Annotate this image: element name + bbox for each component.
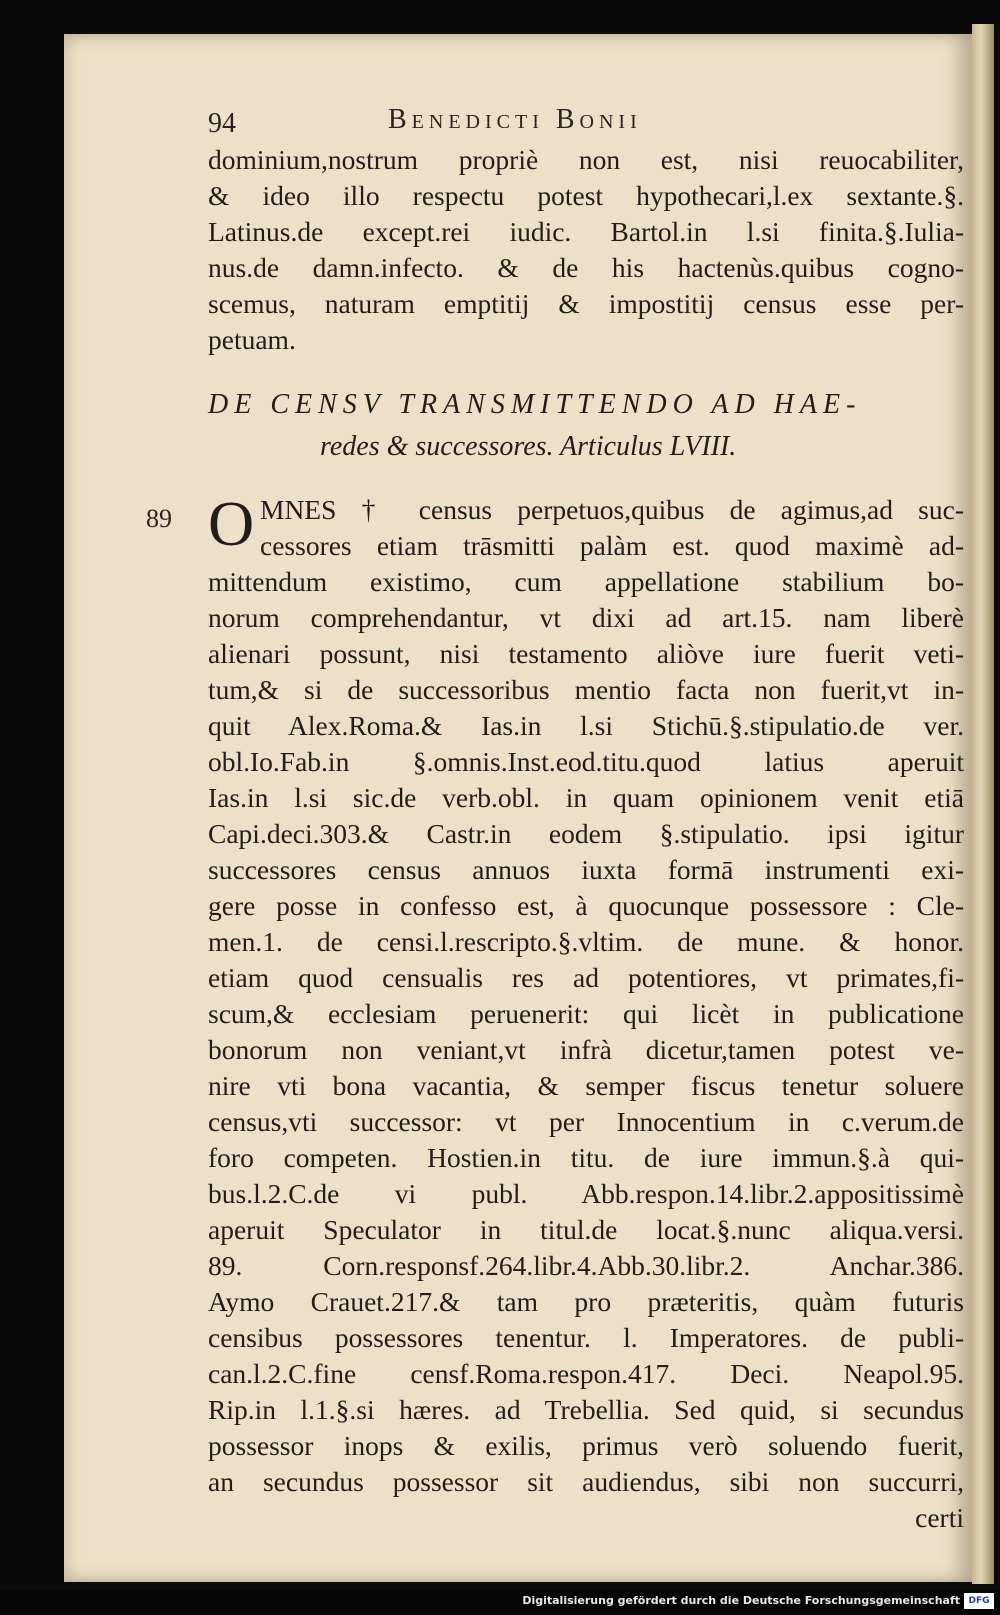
text-line: nire vti bona vacantia, & semper fiscus tenetur soluere [208,1070,964,1101]
running-head: Benedicti Bonii [388,104,642,135]
text-line: gere posse in confesso est, à quocunque possessore : Cle- [208,890,964,921]
heading-line: redes & successores. Articulus LVIII. [320,431,737,462]
text-line: dominium,nostrum propriè non est, nisi reuocabiliter, [208,144,964,175]
text-line: Aymo Crauet.217.& tam pro præteritis, quàm futuris [208,1286,964,1317]
text-line: aperuit Speculator in titul.de locat.§.nunc aliqua.versi. [208,1214,964,1245]
text-line: tum,& si de successoribus mentio facta non fuerit,vt in- [208,674,964,705]
text-line: bonorum non veniant,vt infrà dicetur,tamen potest ve- [208,1034,964,1065]
text-line: & ideo illo respectu potest hypothecari,l.ex sextante.§. [208,180,964,211]
folio-number: 94 [208,108,236,139]
text-line: Capi.deci.303.& Castr.in eodem §.stipulatio. ipsi igitur [208,818,964,849]
text-line: scum,& ecclesiam peruenerit: qui licèt in publicatione [208,998,964,1029]
text-line: obl.Io.Fab.in §.omnis.Inst.eod.titu.quod latius aperuit [208,746,964,777]
text-line: alienari possunt, nisi testamento aliòve iure fuerit veti- [208,638,964,669]
text-line: possessor inops & exilis, primus verò soluendo fuerit, [208,1430,964,1461]
text-line: men.1. de censi.l.rescripto.§.vltim. de mune. & honor. [208,926,964,957]
page-edge [972,24,994,1584]
heading-line: DE CENSV TRANSMITTENDO AD HAE- [208,389,862,420]
text-line: nus.de damn.infecto. & de his hactenùs.quibus cogno- [208,252,964,283]
text-line: Rip.in l.1.§.si hæres. ad Trebellia. Sed quid, si secundus [208,1394,964,1425]
text-line: mittendum existimo, cum appellatione stabilium bo- [208,566,964,597]
text-line: censibus possessores tenentur. l. Imperatores. de publi- [208,1322,964,1353]
drop-capital: O [208,488,255,559]
marginal-number: 89 [146,504,172,533]
text-line: etiam quod censualis res ad potentiores, vt primates,fi- [208,962,964,993]
text-line: can.l.2.C.fine censf.Roma.respon.417. Deci. Neapol.95. [208,1358,964,1389]
paragraph-2 [208,488,964,1536]
text-line: bus.l.2.C.de vi publ. Abb.respon.14.libr.2.appositissimè [208,1178,964,1209]
dfg-logo-icon: DFG [964,1593,994,1609]
digitization-footer [0,1590,1000,1615]
text-line: Latinus.de except.rei iudic. Bartol.in l.si finita.§.Iulia- [208,216,964,247]
text-line: successores census annuos iuxta formā instrumenti exi- [208,854,964,885]
text-line: scemus, naturam emptitij & impostitij census esse per- [208,288,964,319]
text-line: foro competen. Hostien.in titu. de iure immun.§.à qui- [208,1142,964,1173]
article-heading [208,384,964,468]
text-line: MNES † census perpetuos,quibus de agimus,ad suc- [260,494,964,525]
text-line: 89. Corn.responsf.264.libr.4.Abb.30.libr.2. Anchar.386. [208,1250,964,1281]
catchword: certi [915,1502,964,1533]
text-line: Ias.in l.si sic.de verb.obl. in quam opinionem venit etiā [208,782,964,813]
text-line: quit Alex.Roma.& Ias.in l.si Stichū.§.stipulatio.de ver. [208,710,964,741]
page-header [208,100,968,144]
text-line: an secundus possessor sit audiendus, sibi non succurri, [208,1466,964,1497]
paragraph-1 [208,142,964,358]
text-line: census,vti successor: vt per Innocentium in c.verum.de [208,1106,964,1137]
footer-credit: Digitalisierung gefördert durch die Deutsche Forschungsgemeinschaft [522,1594,960,1607]
text-line: cessores etiam trāsmitti palàm est. quod maximè ad- [260,530,964,561]
text-line: norum comprehendantur, vt dixi ad art.15. nam liberè [208,602,964,633]
text-line: petuam. [208,324,296,355]
